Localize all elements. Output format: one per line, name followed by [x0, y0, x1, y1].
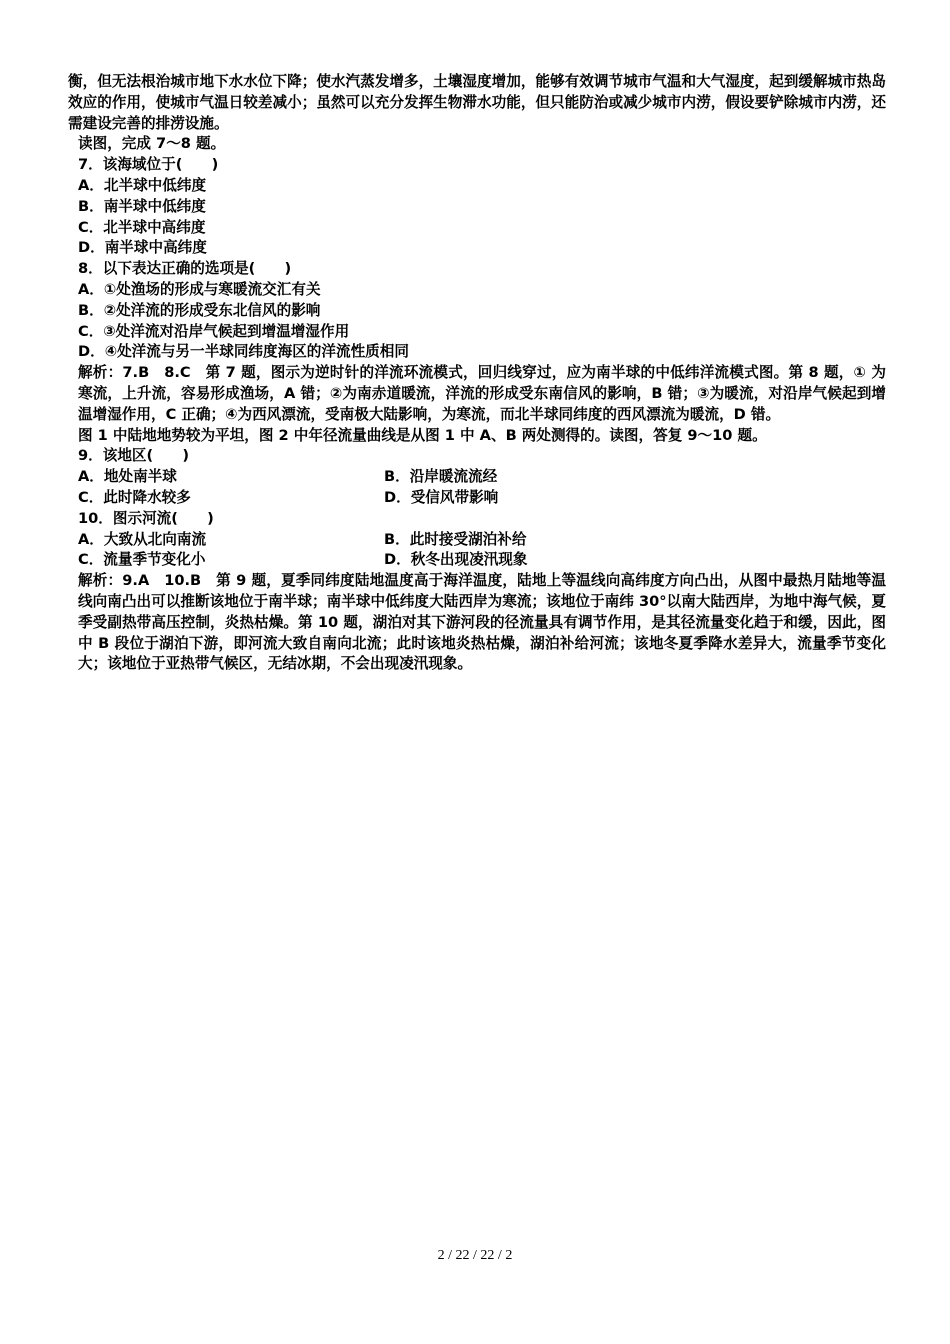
question-10-options-row-2 [68, 550, 886, 571]
question-10-option-a: A．大致从北向南流 [78, 530, 207, 548]
question-10: 10．图示河流( ) [78, 509, 214, 527]
document-body [68, 72, 886, 675]
lead-9-10: 图 1 中陆地地势较为平坦，图 2 中年径流量曲线是从图 1 中 A、B 两处测得的。读图，答复 9～10 题。 [78, 426, 767, 444]
question-10-option-d: D．秋冬出现凌汛现象 [384, 551, 528, 569]
question-8-option-c: C．③处洋流对沿岸气候起到增温增湿作用 [78, 322, 350, 340]
question-9-options-row-2 [68, 488, 886, 509]
question-9-option-c: C．此时降水较多 [78, 488, 191, 506]
question-9-option-d: D．受信风带影响 [384, 488, 499, 506]
question-7-option-a: A．北半球中低纬度 [78, 176, 207, 194]
question-10-option-c: C．流量季节变化小 [78, 551, 206, 569]
page-number: 2 / 22 / 22 / 2 [437, 1248, 513, 1263]
question-10-options-row-1 [68, 530, 886, 551]
question-9-options-row-1 [68, 467, 886, 488]
question-7-option-b: B．南半球中低纬度 [78, 197, 206, 215]
question-7: 7．该海域位于( ) [78, 156, 219, 174]
answer-9-10: 解析：9.A 10.B 第 9 题，夏季同纬度陆地温度高于海洋温度，陆地上等温线向高纬度方向凸出，从图中最热月陆地等温线向南凸出可以推断该地位于南半球；南半球中低纬度大陆西岸为寒流；该地位于南纬 30°以南大陆西岸，为地中海气候，夏季受副热带高压控制，炎热枯燥。第 10 题，湖泊对其下游河段的径流量具有调节作用，是其径流量变化趋于和缓，因此，图中 B 段位于湖泊下游，即河流大致自南向北流；此时该地炎热枯燥，湖泊补给河流；该地冬夏季降水差异大，流量季节变化大；该地位于亚热带气候区，无结冰期，不会出现凌汛现象。 [78, 572, 886, 673]
question-9: 9．该地区( ) [78, 447, 190, 465]
question-8: 8．以下表达正确的选项是( ) [78, 260, 292, 278]
question-9-option-b: B．沿岸暖流流经 [384, 468, 498, 486]
question-8-option-d: D．④处洋流与另一半球同纬度海区的洋流性质相同 [78, 343, 409, 361]
answer-7-8: 解析：7.B 8.C 第 7 题，图示为逆时针的洋流环流模式，回归线穿过，应为南半球的中低纬洋流模式图。第 8 题，① 为寒流，上升流，容易形成渔场，A 错；②为南赤道暖流，洋流的形成受东南信风的影响，B 错；③为暖流，对沿岸气候起到增温增湿作用，C 正确；④为西风漂流，受南极大陆影响，为寒流，而北半球同纬度的西风漂流为暖流，D 错。 [78, 364, 886, 423]
question-8-option-a: A．①处渔场的形成与寒暖流交汇有关 [78, 280, 321, 298]
question-8-option-b: B．②处洋流的形成受东北信风的影响 [78, 301, 321, 319]
question-9-option-a: A．地处南半球 [78, 468, 177, 486]
question-7-option-d: D．南半球中高纬度 [78, 239, 207, 257]
question-7-option-c: C．北半球中高纬度 [78, 218, 206, 236]
lead-7-8: 读图，完成 7～8 题。 [78, 135, 226, 153]
question-10-option-b: B．此时接受湖泊补给 [384, 530, 527, 548]
intro-paragraph: 衡，但无法根治城市地下水水位下降；使水汽蒸发增多，土壤湿度增加，能够有效调节城市气温和大气湿度，起到缓解城市热岛效应的作用，使城市气温日较差减小；虽然可以充分发挥生物滞水功能，但只能防治或减少城市内涝，假设要铲除城市内涝，还需建设完善的排涝设施。 [68, 73, 886, 132]
